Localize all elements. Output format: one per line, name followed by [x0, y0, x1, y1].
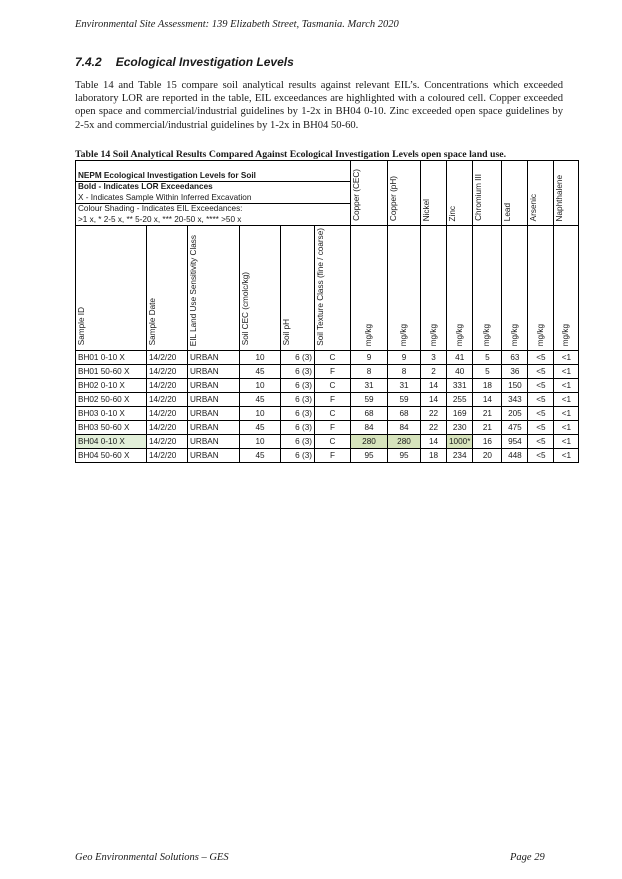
result-cell: 5	[473, 364, 502, 378]
unit-label: mg/kg	[535, 324, 545, 347]
analyte-label: Lead	[503, 202, 513, 221]
col-header-sample-date: Sample Date	[147, 226, 188, 351]
soil-texture-cell: C	[315, 406, 351, 420]
analyte-header	[388, 161, 421, 226]
result-cell: <1	[554, 434, 579, 448]
result-cell: 8	[351, 364, 388, 378]
result-cell: <5	[528, 378, 554, 392]
legend-x-line: X - Indicates Sample Within Inferred Excavation	[78, 192, 252, 202]
unit-cell	[447, 226, 473, 351]
result-cell: 95	[388, 448, 421, 462]
col-header-soil-ph: Soil pH	[281, 226, 315, 351]
land-use-cell: URBAN	[188, 420, 240, 434]
land-use-cell: URBAN	[188, 364, 240, 378]
result-cell: 14	[421, 434, 447, 448]
soil-cec-cell: 45	[240, 420, 281, 434]
notes-title: NEPM Ecological Investigation Levels for Soil	[76, 161, 351, 182]
table-row	[76, 378, 579, 392]
result-cell: 343	[502, 392, 528, 406]
sample-id-cell: BH02 0-10 X	[76, 378, 147, 392]
soil-texture-cell: C	[315, 378, 351, 392]
result-cell: 18	[421, 448, 447, 462]
table-row	[76, 448, 579, 462]
sample-date-cell: 14/2/20	[147, 434, 188, 448]
unit-label: mg/kg	[482, 324, 492, 347]
result-cell: 41	[447, 350, 473, 364]
result-cell: 5	[473, 350, 502, 364]
result-cell: 40	[447, 364, 473, 378]
result-cell: 21	[473, 406, 502, 420]
analyte-label: Chromium III	[474, 174, 484, 221]
result-cell: <1	[554, 448, 579, 462]
sample-date-cell: 14/2/20	[147, 448, 188, 462]
section-title: Ecological Investigation Levels	[115, 55, 294, 69]
soil-ph-cell: 6 (3)	[281, 434, 315, 448]
page-header: Environmental Site Assessment: 139 Elizabeth Street, Tasmania. March 2020	[75, 19, 399, 30]
unit-label: mg/kg	[399, 324, 408, 347]
land-use-cell: URBAN	[188, 378, 240, 392]
soil-texture-cell: C	[315, 434, 351, 448]
analyte-header	[447, 161, 473, 226]
result-cell: 169	[447, 406, 473, 420]
result-cell: <1	[554, 392, 579, 406]
result-cell: <1	[554, 420, 579, 434]
result-cell: 954	[502, 434, 528, 448]
result-cell: <5	[528, 392, 554, 406]
soil-ph-cell: 6 (3)	[281, 364, 315, 378]
sample-date-cell: 14/2/20	[147, 378, 188, 392]
result-cell: 59	[351, 392, 388, 406]
land-use-cell: URBAN	[188, 434, 240, 448]
eil-results-table	[75, 160, 579, 463]
analyte-header	[421, 161, 447, 226]
table-row	[76, 420, 579, 434]
unit-cell	[388, 226, 421, 351]
result-cell: 84	[351, 420, 388, 434]
col-header-sample-id: Sample ID	[76, 226, 147, 351]
analyte-label: Copper (CEC)	[352, 169, 361, 221]
col-header-soil-texture: Soil Texture Class (fine / coarse)	[315, 226, 351, 351]
result-cell: <5	[528, 406, 554, 420]
result-cell: 31	[388, 378, 421, 392]
soil-texture-cell: F	[315, 448, 351, 462]
result-cell: 20	[473, 448, 502, 462]
table-row	[76, 406, 579, 420]
sample-id-cell: BH02 50-60 X	[76, 392, 147, 406]
result-cell: 234	[447, 448, 473, 462]
legend-shading-block	[76, 204, 351, 226]
soil-cec-cell: 10	[240, 434, 281, 448]
soil-cec-cell: 45	[240, 392, 281, 406]
result-cell: 63	[502, 350, 528, 364]
legend-bold-line: Bold - Indicates LOR Exceedances	[78, 182, 213, 191]
soil-ph-cell: 6 (3)	[281, 406, 315, 420]
col-header-land-use: EIL Land Use Sensitivity Class	[188, 226, 240, 351]
unit-cell	[528, 226, 554, 351]
result-cell: 255	[447, 392, 473, 406]
soil-cec-cell: 10	[240, 350, 281, 364]
unit-cell	[473, 226, 502, 351]
soil-texture-cell: F	[315, 364, 351, 378]
analyte-header	[502, 161, 528, 226]
sample-id-cell: BH03 50-60 X	[76, 420, 147, 434]
legend-shading-scale: >1 x, * 2-5 x, ** 5-20 x, *** 20-50 x, **** >50 x	[78, 214, 242, 224]
result-cell: <5	[528, 350, 554, 364]
analyte-label: Arsenic	[529, 193, 539, 221]
result-cell: 230	[447, 420, 473, 434]
table-header	[76, 161, 579, 351]
result-cell: 448	[502, 448, 528, 462]
analyte-header	[554, 161, 579, 226]
result-cell: 22	[421, 420, 447, 434]
result-cell: <5	[528, 448, 554, 462]
table-row	[76, 434, 579, 448]
soil-cec-cell: 10	[240, 406, 281, 420]
sample-id-cell: BH04 50-60 X	[76, 448, 147, 462]
soil-texture-cell: F	[315, 392, 351, 406]
result-cell: 1000*	[447, 434, 473, 448]
result-cell: 14	[421, 392, 447, 406]
result-cell: 16	[473, 434, 502, 448]
sample-id-cell: BH01 50-60 X	[76, 364, 147, 378]
result-cell: 9	[351, 350, 388, 364]
soil-cec-cell: 45	[240, 364, 281, 378]
result-cell: <5	[528, 420, 554, 434]
result-cell: 9	[388, 350, 421, 364]
result-cell: 280	[351, 434, 388, 448]
soil-cec-cell: 10	[240, 378, 281, 392]
soil-ph-cell: 6 (3)	[281, 448, 315, 462]
result-cell: <1	[554, 350, 579, 364]
result-cell: 84	[388, 420, 421, 434]
section-heading	[75, 55, 294, 69]
unit-cell	[421, 226, 447, 351]
result-cell: 21	[473, 420, 502, 434]
unit-cell	[554, 226, 579, 351]
sample-date-cell: 14/2/20	[147, 392, 188, 406]
result-cell: 36	[502, 364, 528, 378]
result-cell: 331	[447, 378, 473, 392]
result-cell: <5	[528, 434, 554, 448]
result-cell: 14	[473, 392, 502, 406]
land-use-cell: URBAN	[188, 392, 240, 406]
unit-label: mg/kg	[428, 324, 438, 347]
result-cell: 95	[351, 448, 388, 462]
result-cell: 14	[421, 378, 447, 392]
result-cell: <5	[528, 364, 554, 378]
soil-ph-cell: 6 (3)	[281, 378, 315, 392]
result-cell: 59	[388, 392, 421, 406]
result-cell: 3	[421, 350, 447, 364]
legend-lor-block	[76, 182, 351, 204]
result-cell: <1	[554, 406, 579, 420]
land-use-cell: URBAN	[188, 406, 240, 420]
analyte-label: Naphthalene	[555, 174, 565, 221]
analyte-label: Zinc	[448, 205, 457, 221]
legend-shading-line: Colour Shading - Indicates EIL Exceedances:	[78, 204, 243, 213]
sample-id-cell: BH01 0-10 X	[76, 350, 147, 364]
result-cell: 280	[388, 434, 421, 448]
result-cell: 150	[502, 378, 528, 392]
table-row	[76, 364, 579, 378]
sample-date-cell: 14/2/20	[147, 406, 188, 420]
result-cell: 475	[502, 420, 528, 434]
result-cell: 68	[351, 406, 388, 420]
soil-ph-cell: 6 (3)	[281, 420, 315, 434]
unit-cell	[502, 226, 528, 351]
unit-label: mg/kg	[561, 324, 571, 347]
result-cell: <1	[554, 378, 579, 392]
result-cell: <1	[554, 364, 579, 378]
footer-page-number: Page 29	[510, 852, 545, 863]
table-body	[76, 350, 579, 462]
sample-date-cell: 14/2/20	[147, 364, 188, 378]
unit-label: mg/kg	[509, 324, 519, 347]
result-cell: 18	[473, 378, 502, 392]
soil-texture-cell: F	[315, 420, 351, 434]
land-use-cell: URBAN	[188, 448, 240, 462]
unit-cell	[351, 226, 388, 351]
result-cell: 205	[502, 406, 528, 420]
col-header-soil-cec: Soil CEC (cmolc/kg)	[240, 226, 281, 351]
result-cell: 22	[421, 406, 447, 420]
footer-company: Geo Environmental Solutions – GES	[75, 852, 229, 863]
result-cell: 31	[351, 378, 388, 392]
soil-cec-cell: 45	[240, 448, 281, 462]
analyte-label: Copper (pH)	[389, 175, 398, 221]
body-paragraph: Table 14 and Table 15 compare soil analytical results against relevant EIL’s. Concentrations which exceeded laboratory LOR are reported in the table, EIL exceedances are highlighted with a coloured cell. Copper exceeded open space and commercial/industrial guidelines by 1-2x in BH04 0-10. Zinc exceeded open space guidelines by 2-5x and commercial/industrial guidelines by 1-2x in BH04 50-60.	[75, 80, 563, 131]
unit-label: mg/kg	[364, 324, 373, 347]
analyte-header	[351, 161, 388, 226]
table-row	[76, 392, 579, 406]
sample-date-cell: 14/2/20	[147, 420, 188, 434]
soil-ph-cell: 6 (3)	[281, 392, 315, 406]
result-cell: 2	[421, 364, 447, 378]
table-caption: Table 14 Soil Analytical Results Compared Against Ecological Investigation Levels open space land use.	[75, 149, 507, 160]
analyte-header	[528, 161, 554, 226]
analyte-header	[473, 161, 502, 226]
result-cell: 8	[388, 364, 421, 378]
analyte-label: Nickel	[422, 198, 431, 221]
sample-date-cell: 14/2/20	[147, 350, 188, 364]
section-number: 7.4.2	[75, 55, 102, 69]
result-cell: 68	[388, 406, 421, 420]
table-row	[76, 350, 579, 364]
unit-label: mg/kg	[454, 324, 464, 347]
soil-ph-cell: 6 (3)	[281, 350, 315, 364]
sample-id-cell: BH03 0-10 X	[76, 406, 147, 420]
land-use-cell: URBAN	[188, 350, 240, 364]
soil-texture-cell: C	[315, 350, 351, 364]
sample-id-cell: BH04 0-10 X	[76, 434, 147, 448]
